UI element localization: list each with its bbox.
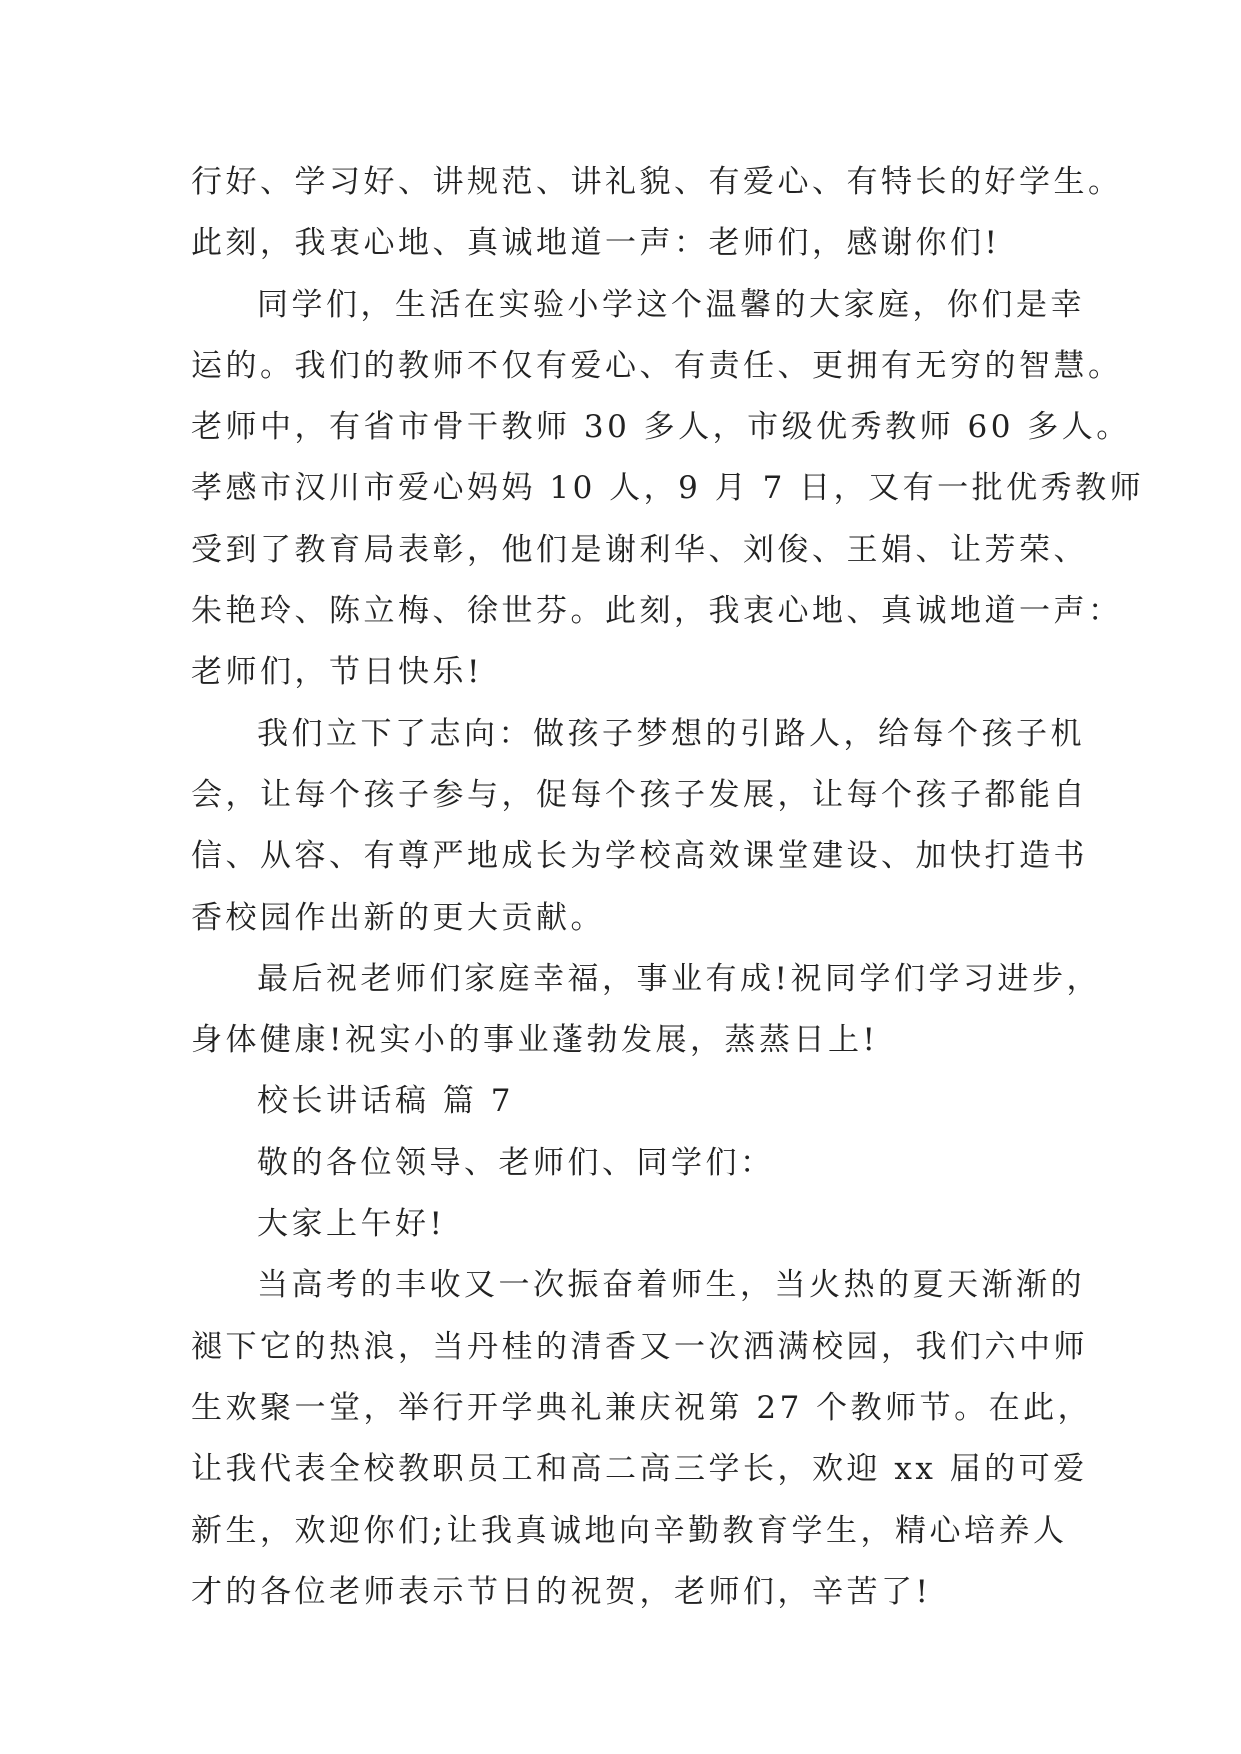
text-line: 会，让每个孩子参与，促每个孩子发展，让每个孩子都能自 bbox=[191, 776, 1088, 813]
text-line: 信、从容、有尊严地成长为学校高效课堂建设、加快打造书 bbox=[191, 838, 1088, 875]
text-line: 孝感市汉川市爱心妈妈 10 人，9 月 7 日，又有一批优秀教师 bbox=[191, 470, 1145, 507]
text-line: 受到了教育局表彰，他们是谢利华、刘俊、王娟、让芳荣、 bbox=[191, 531, 1088, 568]
text-line: 香校园作出新的更大贡献。 bbox=[191, 899, 605, 936]
text-line: 老师们，节日快乐! bbox=[191, 654, 483, 691]
text-line: 敬的各位领导、老师们、同学们： bbox=[257, 1144, 775, 1181]
text-line: 大家上午好! bbox=[257, 1206, 446, 1243]
text-line: 让我代表全校教职员工和高二高三学长，欢迎 xx 届的可爱 bbox=[191, 1451, 1088, 1488]
text-line: 此刻，我衷心地、真诚地道一声：老师们，感谢你们! bbox=[191, 225, 1001, 262]
text-line: 校长讲话稿 篇 7 bbox=[257, 1083, 514, 1120]
text-line: 褪下它的热浪，当丹桂的清香又一次洒满校园，我们六中师 bbox=[191, 1328, 1088, 1365]
text-line: 身体健康!祝实小的事业蓬勃发展，蒸蒸日上! bbox=[191, 1022, 879, 1059]
text-line: 运的。我们的教师不仅有爱心、有责任、更拥有无穷的智慧。 bbox=[191, 347, 1123, 384]
text-line: 老师中，有省市骨干教师 30 多人，市级优秀教师 60 多人。 bbox=[191, 409, 1131, 446]
text-line: 当高考的丰收又一次振奋着师生，当火热的夏天渐渐的 bbox=[257, 1267, 1085, 1304]
text-line: 最后祝老师们家庭幸福，事业有成!祝同学们学习进步， bbox=[257, 960, 1101, 997]
text-line: 同学们，生活在实验小学这个温馨的大家庭，你们是幸 bbox=[257, 286, 1085, 323]
text-line: 新生，欢迎你们;让我真诚地向辛勤教育学生，精心培养人 bbox=[191, 1512, 1068, 1549]
text-line: 才的各位老师表示节日的祝贺，老师们，辛苦了! bbox=[191, 1573, 932, 1610]
text-line: 朱艳玲、陈立梅、徐世芬。此刻，我衷心地、真诚地道一声： bbox=[191, 593, 1123, 630]
text-line: 行好、学习好、讲规范、讲礼貌、有爱心、有特长的好学生。 bbox=[191, 164, 1123, 200]
document-body bbox=[191, 152, 1145, 1623]
text-line: 生欢聚一堂，举行开学典礼兼庆祝第 27 个教师节。在此， bbox=[191, 1389, 1093, 1426]
text-line: 我们立下了志向：做孩子梦想的引路人，给每个孩子机 bbox=[257, 715, 1085, 752]
